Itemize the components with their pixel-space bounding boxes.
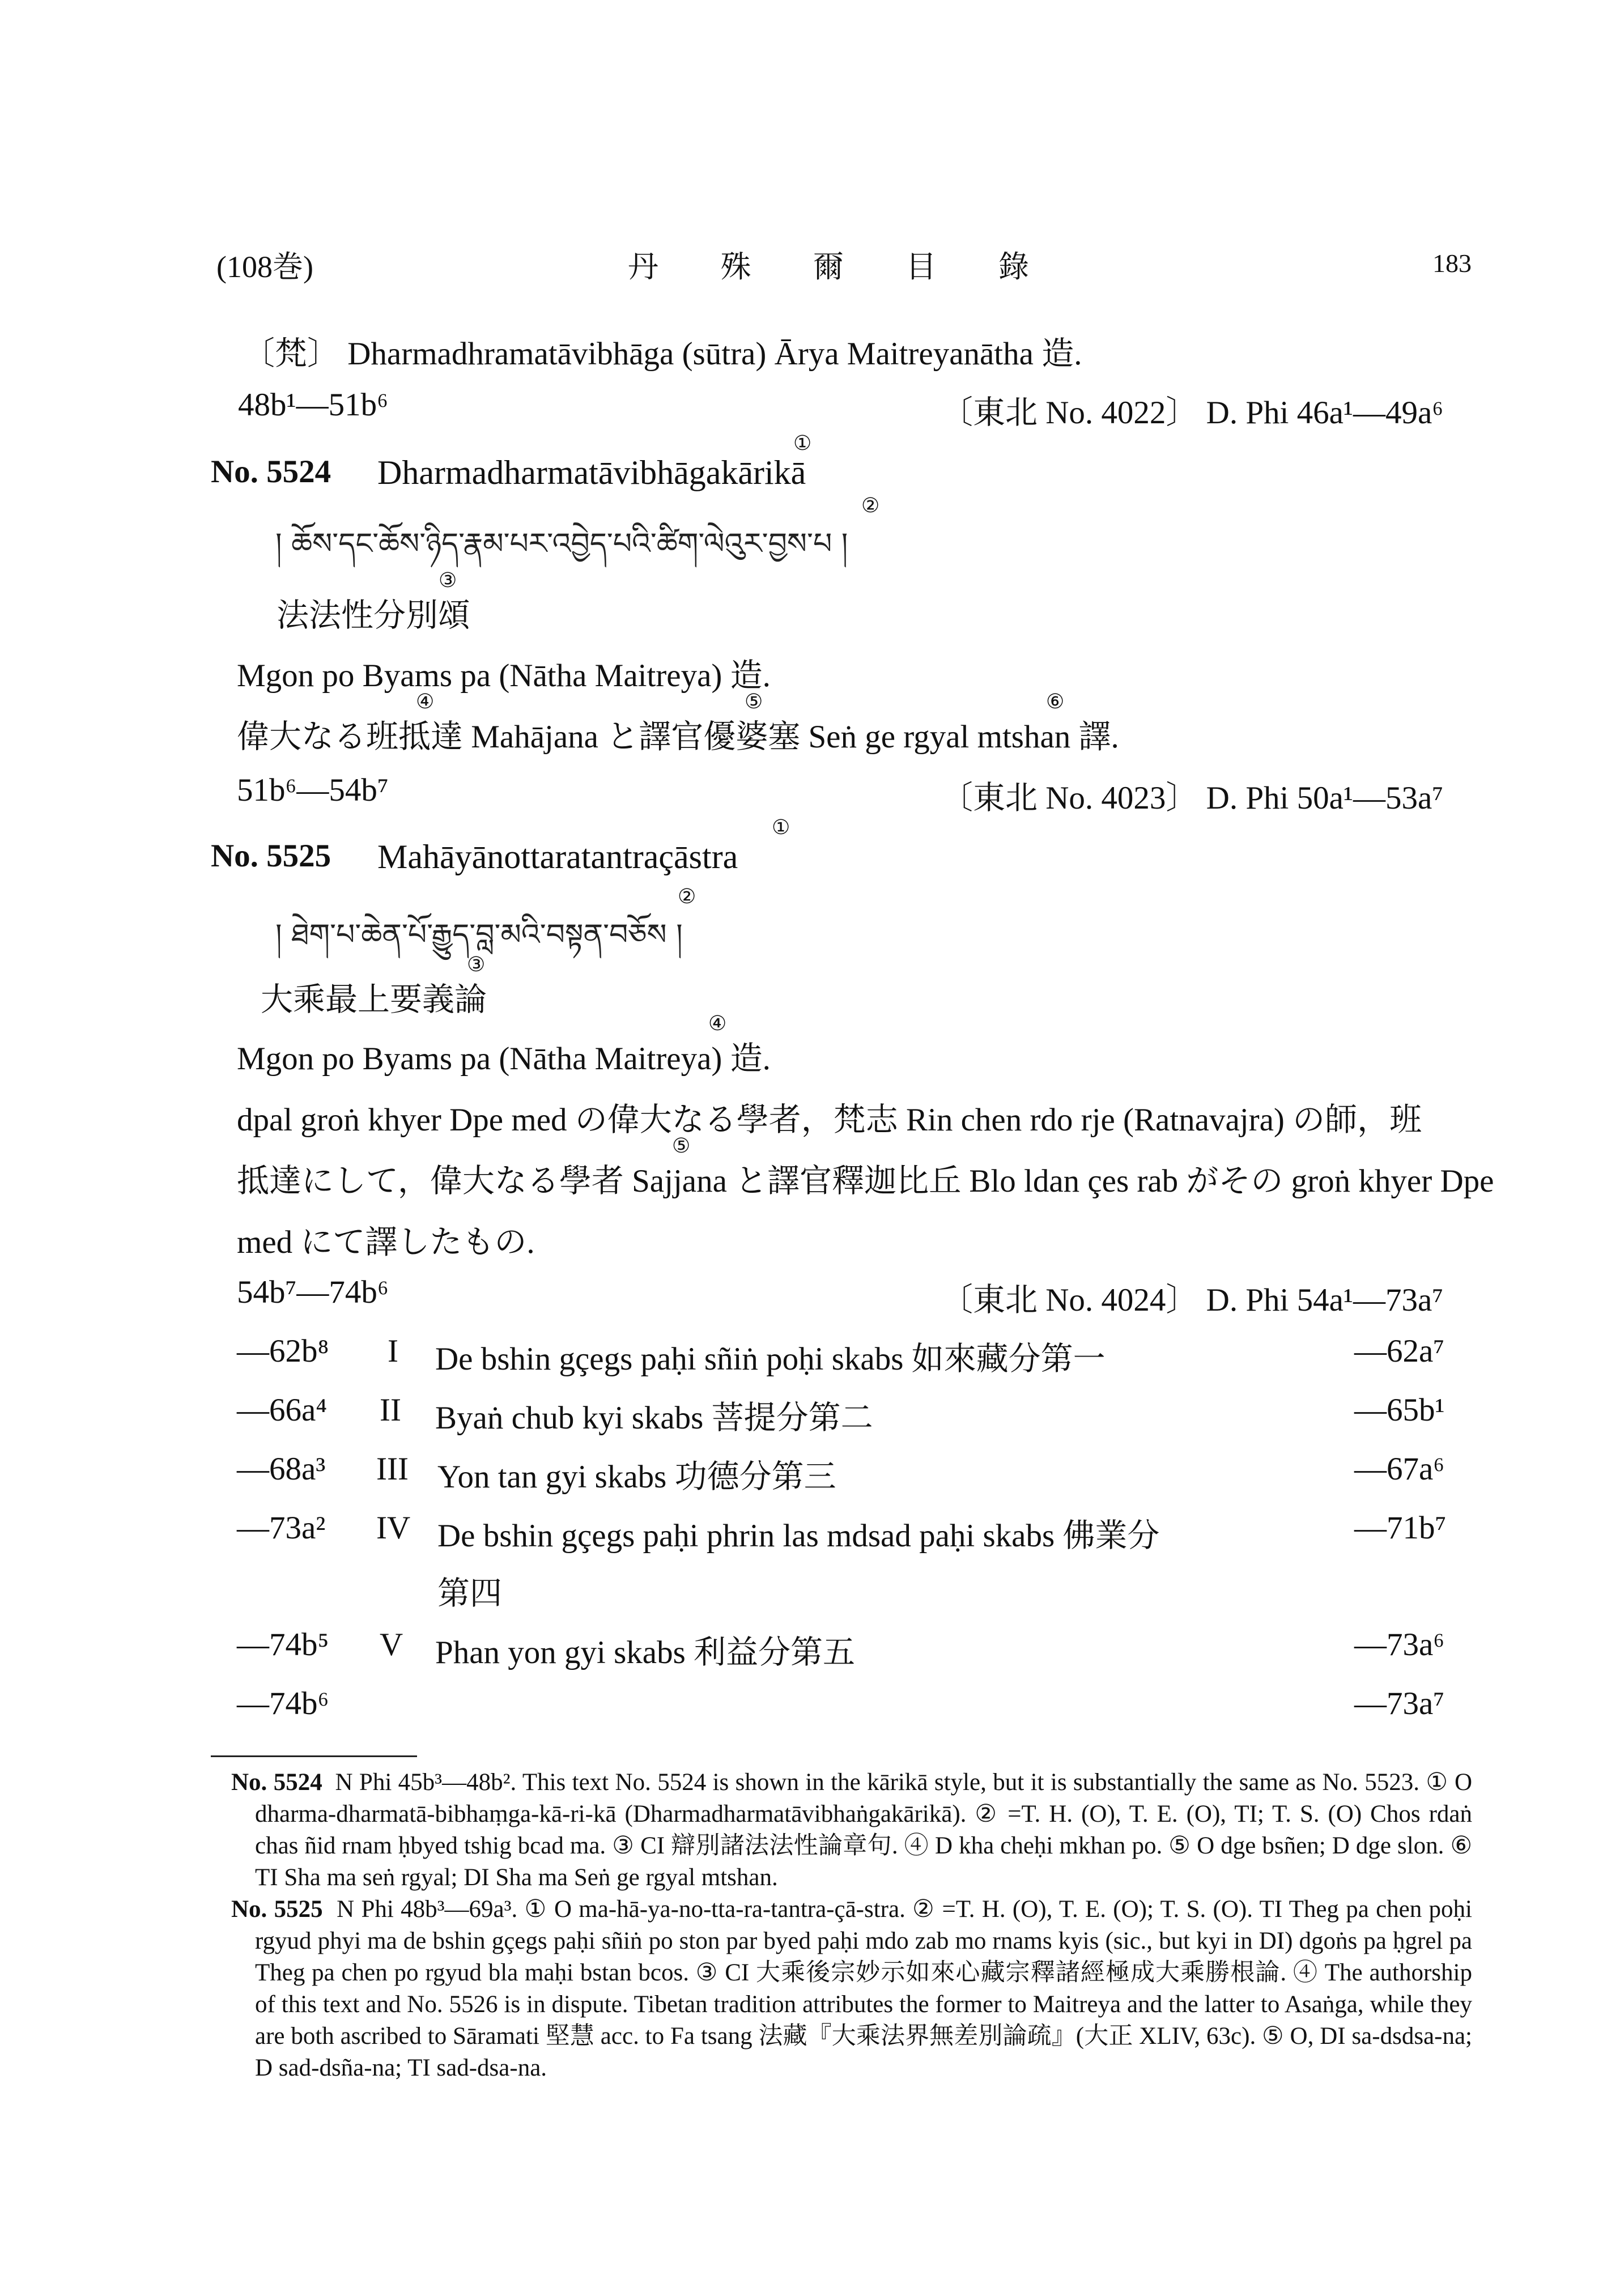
entry-5524-translator-note-1: ④ xyxy=(416,690,435,713)
footnote-5524 xyxy=(231,1767,1472,1894)
entry-5525-tibetan-title: ། ཐེག་པ་ཆེན་པོ་རྒྱུད་བླ་མའི་བསྟན་བཅོས ། xyxy=(275,918,683,952)
entry-5525-title-note: ① xyxy=(772,816,790,839)
chapter-4-folio-left: —73a² xyxy=(237,1510,326,1546)
chapter-total-folio-right: —73a⁷ xyxy=(1354,1686,1445,1721)
chapter-1-folio-right: —62a⁷ xyxy=(1354,1333,1445,1369)
entry-5525-title: Mahāyānottaratantraçāstra xyxy=(377,838,738,875)
entry-5524-translators: 偉大なる班抵達 Mahājana と譯官優婆塞 Seṅ ge rgyal mtshan 譯. xyxy=(237,719,1119,755)
entry-5524-folio: 51b⁶—54b⁷ xyxy=(237,772,389,808)
chapter-2-folio-left: —66a⁴ xyxy=(237,1392,328,1428)
chapter-1-folio-left: —62b⁸ xyxy=(237,1333,329,1369)
chapter-3-title: Yon tan gyi skabs 功德分第三 xyxy=(437,1459,836,1495)
entry-5525-text-line-3: med にて譯したもの. xyxy=(237,1224,535,1260)
chapter-4-title-continued: 第四 xyxy=(437,1576,502,1612)
chapter-2-folio-right: —65b¹ xyxy=(1354,1392,1445,1428)
entry-5525-number: No. 5525 xyxy=(211,838,331,874)
volume-label: (108巻) xyxy=(216,250,313,284)
entry-5524-author: Mgon po Byams pa (Nātha Maitreya) 造. xyxy=(237,658,771,694)
chapter-5-title: Phan yon gyi skabs 利益分第五 xyxy=(435,1635,855,1670)
chapter-4-folio-right: —71b⁷ xyxy=(1354,1510,1447,1546)
entry-5525-text-line-2: 抵達にして，偉大なる學者 Sajjana と譯官釋迦比丘 Blo ldan çes rab がその groṅ khyer Dpe xyxy=(237,1163,1494,1199)
chapter-5-folio-left: —74b⁵ xyxy=(237,1627,329,1663)
footnote-5525-text: N Phi 48b³—69a³. ① O ma-hā-ya-no-tta-ra-tantra-çā-stra. ② =T. H. (O), T. E. (O); T. S. (O). TI Theg pa chen poḥi rgyud phyi ma de bshin gçegs paḥi sñiṅ po ston par byed paḥi mdo zab mo rnams kyis (sic., but kyi in DI) dgoṅs pa ḥgrel pa Theg pa chen po rgyud bla maḥi bstan bcos. ③ CI 大乘後宗妙示如來心藏宗釋諸經極成大乘勝根論. ④ The authorship of this text and No. 5526 is in dispute. Tibetan tradition attributes the former to Maitreya and the latter to Asaṅga, while they are both ascribed to Sāramati 堅慧 acc. to Fa tsang 法藏『大乘法界無差別論疏』(大正 XLIV, 63c). ⑤ O, DI sa-dsdsa-na; D sad-dsña-na; TI sad-dsa-na. xyxy=(255,1896,1472,2081)
footnote-5524-text: N Phi 45b³—48b². This text No. 5524 is shown in the kārikā style, but it is substantially the same as No. 5523. ① O dharma-dharmatā-bibhaṃga-kā-ri-kā (Dharmadharmatāvibhaṅgakārikā). ② =T. H. (O), T. E. (O), TI; T. S. (O) Chos rdaṅ chas ñid rnam ḥbyed tshig bcad ma. ③ CI 辯別諸法法性論章句. ④ D kha cheḥi mkhan po. ⑤ O dge bsñen; D dge slon. ⑥ TI Sha ma seṅ rgyal; DI Sha ma Seṅ ge rgyal mtshan. xyxy=(255,1769,1473,1891)
entry-5524-number: No. 5524 xyxy=(211,454,331,490)
prev-entry-folio: 48b¹—51b⁶ xyxy=(238,387,388,423)
footnote-5525 xyxy=(231,1894,1472,2084)
chapter-2-number: II xyxy=(380,1392,401,1428)
entry-5525-chinese-title: 大乘最上要義論 xyxy=(261,982,487,1018)
entry-5525-text-note: ⑤ xyxy=(672,1134,691,1158)
footnote-5524-label: No. 5524 xyxy=(231,1769,322,1796)
footnote-rule xyxy=(211,1755,417,1757)
entry-5524-translator-note-2: ⑤ xyxy=(745,690,763,713)
chapter-3-folio-right: —67a⁶ xyxy=(1354,1451,1445,1487)
chapter-total-folio-left: —74b⁶ xyxy=(237,1686,329,1721)
chapter-3-number: III xyxy=(376,1451,409,1487)
entry-5524-title-note: ① xyxy=(793,432,812,455)
prev-entry-line: 〔梵〕 Dharmadhramatāvibhāga (sūtra) Ārya Maitreyanātha 造. xyxy=(243,336,1082,372)
entry-5524-tibetan-title: ། ཆོས་དང་ཆོས་ཉིད་རྣམ་པར་འབྱེད་པའི་ཚིག་ལེའུར་བྱས་པ ། xyxy=(275,527,848,561)
entry-5524-chinese-note: ③ xyxy=(439,569,457,592)
entry-5524-reference: 〔東北 No. 4023〕 D. Phi 50a¹—53a⁷ xyxy=(941,780,1444,816)
chapter-1-title: De bshin gçegs paḥi sñiṅ poḥi skabs 如來藏分第一 xyxy=(435,1341,1106,1377)
chapter-1-number: I xyxy=(388,1333,398,1369)
entry-5524-tibetan-note: ② xyxy=(861,494,880,517)
entry-5525-tibetan-note: ② xyxy=(678,885,696,908)
footnote-5525-label: No. 5525 xyxy=(231,1896,323,1923)
entry-5525-text-line-1: dpal groṅ khyer Dpe med の偉大なる學者，梵志 Rin chen rdo rje (Ratnavajra) の師，班 xyxy=(237,1102,1422,1138)
chapter-3-folio-left: —68a³ xyxy=(237,1451,326,1487)
entry-5525-reference: 〔東北 No. 4024〕 D. Phi 54a¹—73a⁷ xyxy=(941,1282,1444,1318)
entry-5524-title: Dharmadharmatāvibhāgakārikā xyxy=(377,454,806,491)
entry-5524-translator-note-3: ⑥ xyxy=(1046,690,1065,713)
entry-5525-chinese-note: ③ xyxy=(467,953,486,976)
page-number: 183 xyxy=(1432,249,1472,278)
entry-5525-author-note: ④ xyxy=(708,1012,727,1035)
footnotes xyxy=(231,1767,1472,2084)
chapter-2-title: Byaṅ chub kyi skabs 菩提分第二 xyxy=(435,1400,873,1436)
entry-5524-chinese-title: 法法性分別頌 xyxy=(277,598,470,633)
chapter-5-folio-right: —73a⁶ xyxy=(1354,1627,1445,1663)
chapter-4-number: IV xyxy=(376,1510,411,1546)
chapter-4-title: De bshin gçegs paḥi phrin las mdsad paḥi skabs 佛業分 xyxy=(437,1518,1160,1554)
entry-5525-folio: 54b⁷—74b⁶ xyxy=(237,1274,389,1310)
prev-entry-reference: 〔東北 No. 4022〕 D. Phi 46a¹—49a⁶ xyxy=(941,395,1444,431)
page-title: 丹 殊 爾 目 錄 xyxy=(628,250,1056,284)
chapter-5-number: V xyxy=(380,1627,403,1663)
entry-5525-author: Mgon po Byams pa (Nātha Maitreya) 造. xyxy=(237,1041,771,1077)
